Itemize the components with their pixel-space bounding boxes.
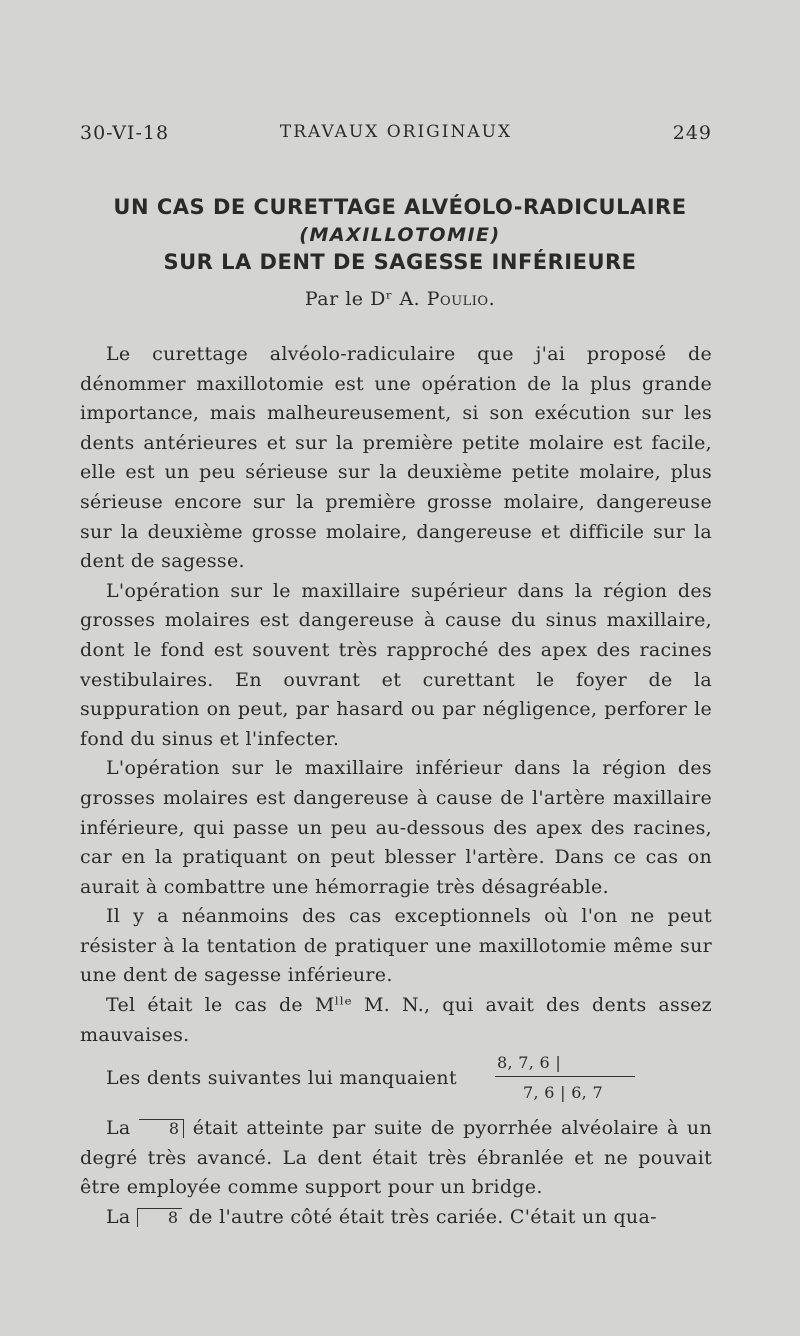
paragraph-7 — [80, 1114, 712, 1203]
paragraph-8 — [80, 1203, 712, 1233]
article-title-line-1: UN CAS DE CURETTAGE ALVÉOLO-RADICULAIRE — [113, 195, 687, 219]
page-number: 249 — [672, 122, 712, 144]
paragraph-2: L'opération sur le maxillaire supérieur dans la région des grosses molaires est dangereuse à cause du sinus maxillaire, dont le fond est souvent très rapproché des apex des racines vestibulaires. En ouvrant et curettant le foyer de la suppuration on peut, par hasard ou par négligence, perforer le fond du sinus et l'infecter. — [80, 579, 712, 750]
paragraph-5: Tel était le cas de Mˡˡᵉ M. N., qui avait des dents assez mauvaises. — [80, 994, 712, 1046]
byline — [60, 288, 740, 310]
tooth-notation-right: 8 — [139, 1119, 184, 1138]
paragraph-8-text: de l'autre côté était très cariée. C'était un qua- — [188, 1206, 657, 1229]
paragraph-3: L'opération sur le maxillaire inférieur dans la région des grosses molaires est dangereuse à cause de l'artère maxillaire inférieure, qui passe un peu au-dessous des apex des racines, car en la pratiquant on peut blesser l'artère. Dans ce cas on aurait à combattre une hémorragie très désagréable. — [80, 757, 712, 898]
article-body — [80, 340, 712, 1233]
missing-teeth-line — [80, 1054, 712, 1114]
paragraph-8-prefix: La — [106, 1206, 131, 1229]
dental-formula-lower: 7, 6 | 6, 7 — [523, 1083, 603, 1103]
paragraph-7-prefix: La — [106, 1117, 131, 1140]
paragraph-1: Le curettage alvéolo-radiculaire que j'ai proposé de dénommer maxillotomie est une opération de la plus grande importance, mais malheureusement, si son exécution sur les dents antérieures et sur la première petite molaire est facile, elle est un peu sérieuse sur la deuxième petite molaire, plus sérieuse encore sur la première grosse molaire, dangereuse sur la deuxième grosse molaire, dangereuse et difficile sur la dent de sagesse. — [80, 343, 712, 573]
paragraph-7-text: était atteinte par suite de pyorrhée alvéolaire à un degré très avancé. La dent était très ébranlée et ne pouvait être employée comme support pour un bridge. — [80, 1117, 712, 1199]
running-head — [80, 122, 712, 150]
running-head-section: TRAVAUX ORIGINAUX — [279, 122, 513, 142]
dental-formula-upper: 8, 7, 6 | — [497, 1053, 562, 1073]
paragraph-4: Il y a néanmoins des cas exceptionnels où l'on ne peut résister à la tentation de pratiquer une maxillotomie même sur une dent de sagesse inférieure. — [80, 905, 712, 987]
article-title-line-3: SUR LA DENT DE SAGESSE INFÉRIEURE — [163, 250, 637, 274]
article-title-line-2: (MAXILLOTOMIE) — [299, 224, 501, 246]
author-name: Poulio. — [426, 288, 496, 310]
missing-teeth-text: Les dents suivantes lui manquaient — [106, 1067, 457, 1090]
byline-prefix: Par le Dʳ A. — [304, 288, 421, 310]
dental-formula — [495, 1048, 635, 1108]
running-head-date: 30-VI-18 — [80, 122, 170, 144]
dental-formula-divider — [495, 1076, 635, 1077]
tooth-notation-left: 8 — [137, 1208, 182, 1227]
